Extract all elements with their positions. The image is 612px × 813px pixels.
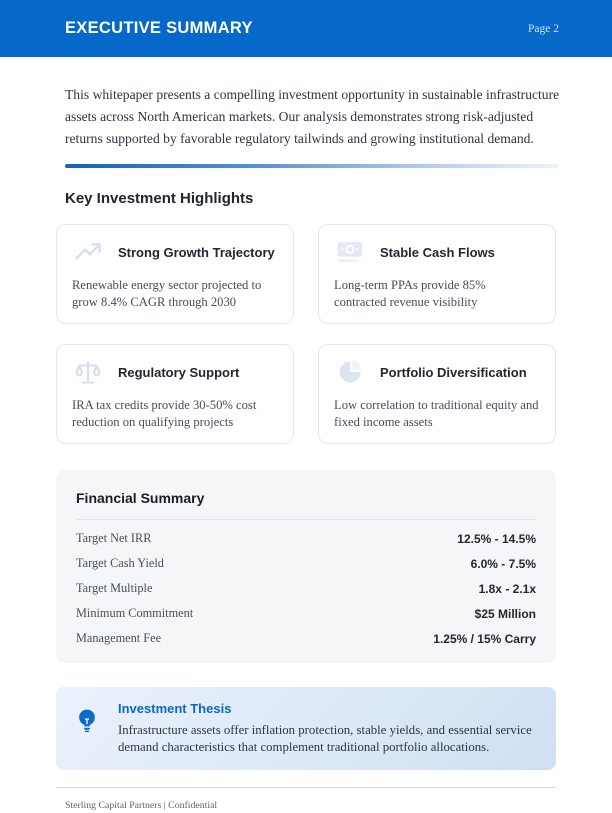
- row-value: 12.5% - 14.5%: [457, 531, 536, 546]
- table-row: [76, 601, 536, 626]
- card-header: [72, 238, 278, 266]
- financial-summary-divider: [76, 519, 536, 520]
- card-body: Long-term PPAs provide 85% contracted revenue visibility: [334, 278, 486, 309]
- card-title: Portfolio Diversification: [380, 364, 527, 380]
- row-label: Target Cash Yield: [76, 556, 164, 570]
- card-title: Regulatory Support: [118, 364, 240, 380]
- card-title: Stable Cash Flows: [380, 244, 495, 260]
- card-header: [72, 358, 278, 386]
- page-number: Page 2: [528, 22, 559, 35]
- thesis-body: Infrastructure assets offer inflation protection, stable yields, and essential service demand characteristics that complement traditional portfolio allocations.: [118, 723, 532, 754]
- callout-content: [118, 701, 540, 756]
- page-body: [0, 84, 612, 813]
- scales-icon: [72, 358, 104, 386]
- intro-paragraph: This whitepaper presents a compelling investment opportunity in sustainable infrastructure assets across North American markets. Our analysis demonstrates strong risk-adjusted returns supported by favorable regulatory tailwinds and growing institutional demand.: [65, 87, 560, 146]
- thesis-heading: Investment Thesis: [118, 701, 232, 716]
- row-value: 1.25% / 15% Carry: [433, 631, 536, 646]
- card-body: Low correlation to traditional equity and fixed income assets: [334, 398, 539, 429]
- table-row: [76, 626, 536, 651]
- lightbulb-icon: [74, 701, 100, 756]
- highlight-card-growth: [56, 224, 294, 324]
- financial-summary-rows: [76, 526, 536, 651]
- banknote-icon: [334, 238, 366, 266]
- row-label: Management Fee: [76, 631, 162, 645]
- highlight-cards-grid: [56, 224, 556, 444]
- row-label: Target Multiple: [76, 581, 153, 595]
- row-label: Target Net IRR: [76, 531, 152, 545]
- card-header: [334, 238, 540, 266]
- highlight-card-cashflows: [318, 224, 556, 324]
- page-header: [0, 0, 612, 57]
- gradient-divider: [65, 164, 559, 168]
- table-row: [76, 551, 536, 576]
- highlights-heading: Key Investment Highlights: [65, 190, 254, 207]
- table-row: [76, 526, 536, 551]
- financial-summary-box: [56, 470, 556, 663]
- page-footer: [56, 787, 556, 813]
- card-body: Renewable energy sector projected to grow 8.4% CAGR through 2030: [72, 278, 262, 309]
- row-value: 1.8x - 2.1x: [478, 581, 536, 596]
- trend-up-icon: [72, 238, 104, 266]
- row-label: Minimum Commitment: [76, 606, 194, 620]
- table-row: [76, 576, 536, 601]
- highlight-card-diversification: [318, 344, 556, 444]
- row-value: 6.0% - 7.5%: [470, 556, 536, 571]
- investment-thesis-callout: [56, 687, 556, 770]
- card-header: [334, 358, 540, 386]
- financial-summary-heading: Financial Summary: [76, 490, 205, 506]
- pie-chart-icon: [334, 358, 366, 386]
- card-body: IRA tax credits provide 30-50% cost reduction on qualifying projects: [72, 398, 257, 429]
- row-value: $25 Million: [474, 606, 536, 621]
- page-title: EXECUTIVE SUMMARY: [65, 19, 253, 37]
- footer-text: Sterling Capital Partners | Confidential: [65, 800, 218, 811]
- highlight-card-regulatory: [56, 344, 294, 444]
- card-title: Strong Growth Trajectory: [118, 244, 275, 260]
